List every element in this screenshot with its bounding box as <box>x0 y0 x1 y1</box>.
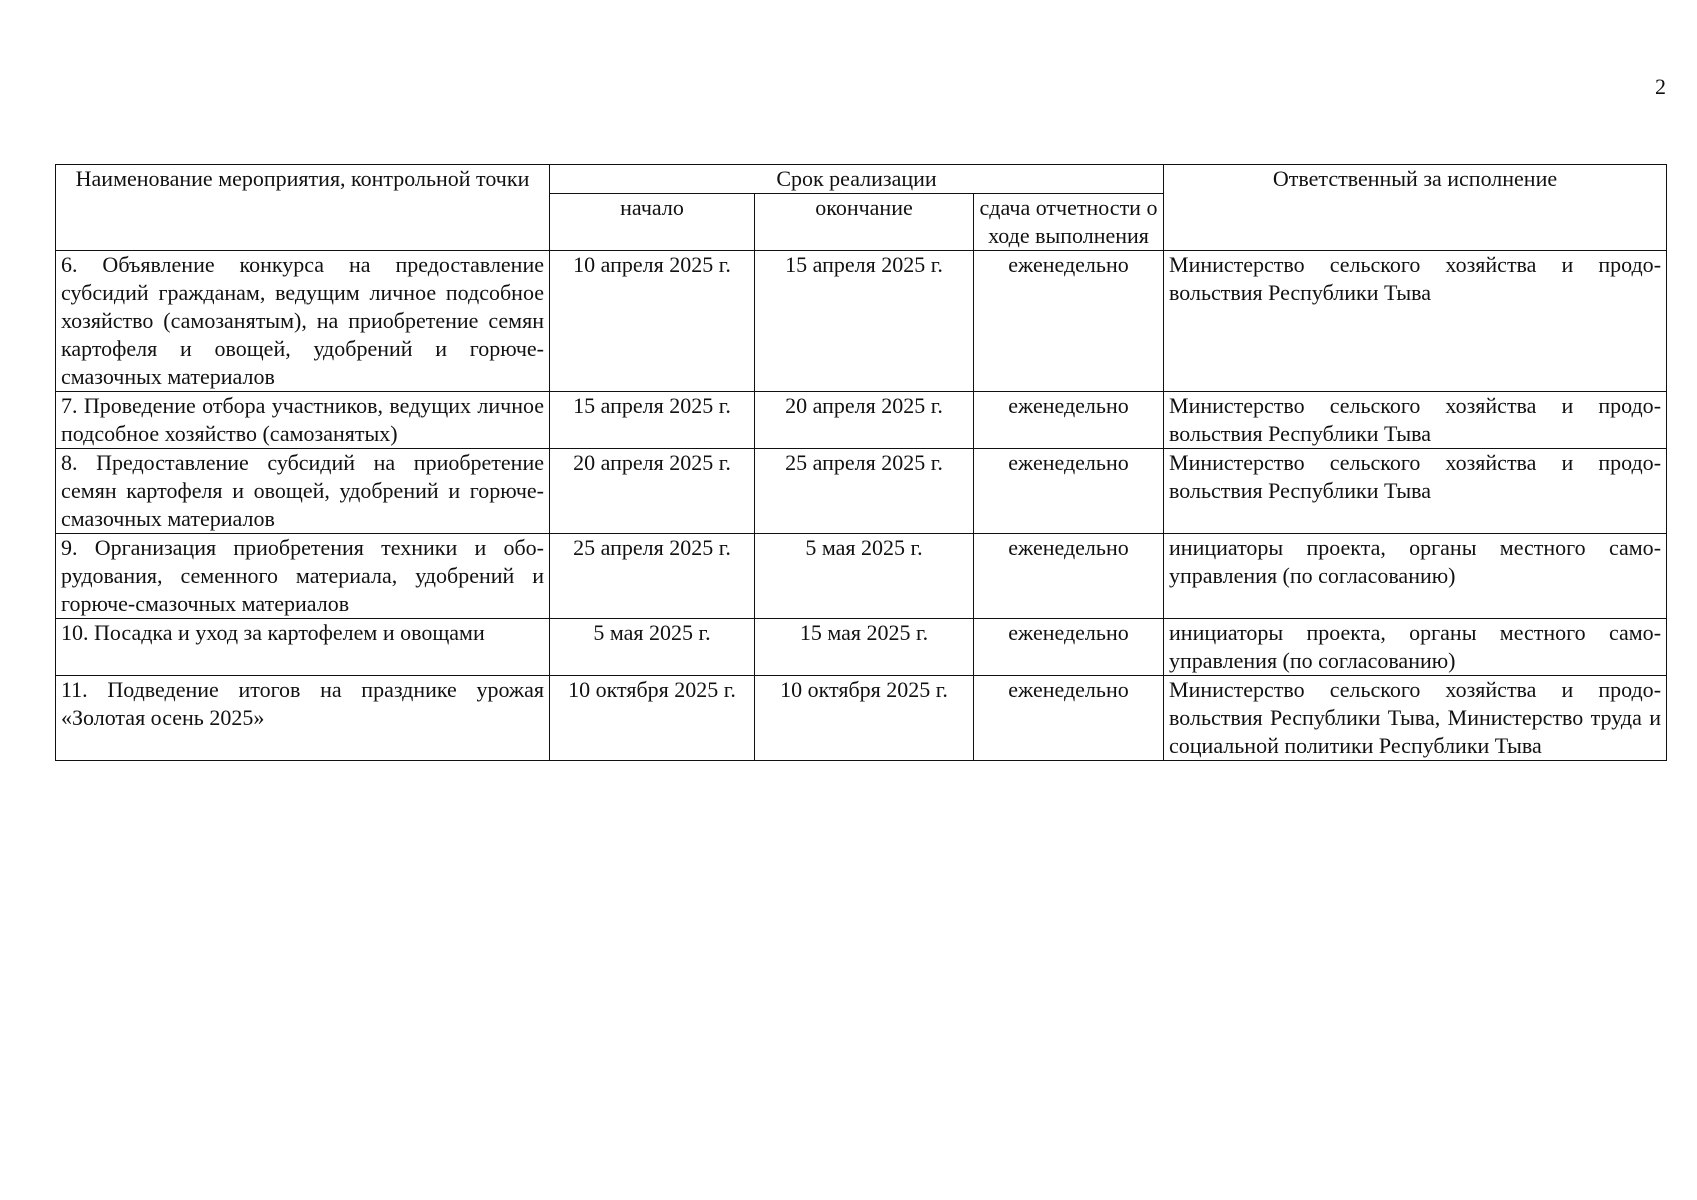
row-responsible: инициаторы проекта, органы местного самоуправления (по согласованию) <box>1164 534 1667 619</box>
table-row <box>56 534 1667 619</box>
row-end: 5 мая 2025 г. <box>755 534 974 619</box>
table-row <box>56 676 1667 761</box>
schedule-table <box>55 164 1667 761</box>
header-end: окончание <box>755 194 974 251</box>
row-report: еженедельно <box>974 676 1164 761</box>
row-responsible: инициаторы проекта, органы местного самоуправления (по согласованию) <box>1164 619 1667 676</box>
row-start: 15 апреля 2025 г. <box>550 392 755 449</box>
row-report: еженедельно <box>974 392 1164 449</box>
row-end: 15 мая 2025 г. <box>755 619 974 676</box>
row-report: еженедельно <box>974 619 1164 676</box>
row-responsible: Министерство сельского хозяйства и продовольствия Республики Тыва, Министерство труда и социальной политики Республики Тыва <box>1164 676 1667 761</box>
row-report: еженедельно <box>974 534 1164 619</box>
table-row <box>56 449 1667 534</box>
row-end: 10 октября 2025 г. <box>755 676 974 761</box>
table-row <box>56 251 1667 392</box>
table-row <box>56 392 1667 449</box>
table-row <box>56 619 1667 676</box>
row-name: 11. Подведение итогов на празднике урожая «Золотая осень 2025» <box>56 676 550 761</box>
row-report: еженедельно <box>974 251 1164 392</box>
row-start: 25 апреля 2025 г. <box>550 534 755 619</box>
header-responsible: Ответственный за исполнение <box>1164 165 1667 251</box>
header-start: начало <box>550 194 755 251</box>
header-report: сдача отчетности о ходе выполнения <box>974 194 1164 251</box>
header-name: Наименование мероприятия, контрольной точки <box>56 165 550 251</box>
row-report: еженедельно <box>974 449 1164 534</box>
row-name: 6. Объявление конкурса на предоставление субсидий гражданам, ведущим личное подсобное хозяйство (самозанятым), на приобретение семян картофеля и овощей, удобрений и горюче-смазочных материалов <box>56 251 550 392</box>
row-responsible: Министерство сельского хозяйства и продовольствия Республики Тыва <box>1164 251 1667 392</box>
row-end: 15 апреля 2025 г. <box>755 251 974 392</box>
row-start: 10 апреля 2025 г. <box>550 251 755 392</box>
row-name: 8. Предоставление субсидий на приобретение семян картофеля и овощей, удобрений и горюче-смазочных материалов <box>56 449 550 534</box>
row-responsible: Министерство сельского хозяйства и продовольствия Республики Тыва <box>1164 449 1667 534</box>
row-name: 10. Посадка и уход за картофелем и овощами <box>56 619 550 676</box>
row-start: 10 октября 2025 г. <box>550 676 755 761</box>
row-start: 5 мая 2025 г. <box>550 619 755 676</box>
row-start: 20 апреля 2025 г. <box>550 449 755 534</box>
row-end: 25 апреля 2025 г. <box>755 449 974 534</box>
page-number: 2 <box>1655 74 1666 99</box>
row-responsible: Министерство сельского хозяйства и продовольствия Республики Тыва <box>1164 392 1667 449</box>
header-period: Срок реализации <box>550 165 1164 194</box>
row-name: 9. Организация приобретения техники и оборудования, семенного материала, удобрений и горюче-смазочных материалов <box>56 534 550 619</box>
row-end: 20 апреля 2025 г. <box>755 392 974 449</box>
row-name: 7. Проведение отбора участников, ведущих личное подсобное хозяйство (самозанятых) <box>56 392 550 449</box>
